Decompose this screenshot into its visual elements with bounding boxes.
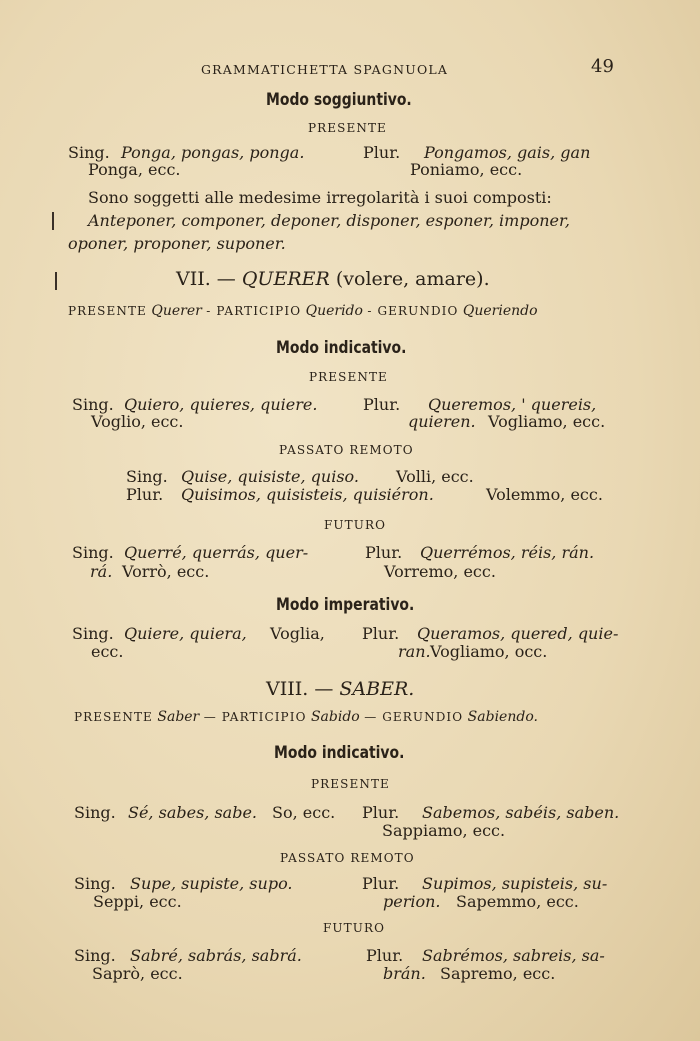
form-sing-cont: rá. (90, 562, 113, 581)
form-plur: Sabrémos, sabreis, sa- (422, 946, 605, 965)
subheading-presente: PRESENTE (311, 777, 390, 791)
label-sing: Sing. (74, 874, 116, 893)
label-sing: Sing. (74, 803, 116, 822)
subheading-futuro: FUTURO (323, 921, 386, 935)
form-plur: Supimos, supisteis, su- (422, 874, 608, 893)
translation-plur: Sapremo, ecc. (440, 964, 556, 983)
form-sing: Ponga, pongas, ponga. (121, 143, 305, 162)
translation-sing: Voglio, ecc. (91, 412, 184, 431)
label-plur: Plur. (366, 946, 404, 965)
translation-sing-cont: ecc. (91, 642, 124, 661)
translation-plur: Sapemmo, ecc. (456, 892, 579, 911)
label-sing: Sing. (126, 467, 168, 486)
form-sing: Sé, sabes, sabe. (128, 803, 257, 822)
form-plur-cont: quieren. (408, 412, 476, 431)
form-sing: Quiere, quiera, (124, 624, 247, 643)
section-title-saber: VIII. — SABER. (266, 678, 415, 700)
translation-plur: Vorremo, ecc. (384, 562, 496, 581)
form-plur: Pongamos, gais, gan (424, 143, 591, 162)
label-plur: Plur. (363, 143, 401, 162)
form-plur-cont: brán. (383, 964, 426, 983)
translation-sing: Volli, ecc. (396, 467, 474, 486)
label-plur: Plur. (362, 874, 400, 893)
translation-plur: Volemmo, ecc. (486, 485, 603, 504)
subheading-futuro: FUTURO (324, 518, 387, 532)
form-plur-cont: ran. (398, 642, 431, 661)
label-sing: Sing. (74, 946, 116, 965)
translation-sing: Vorrò, ecc. (122, 562, 210, 581)
form-plur: Querrémos, réis, rán. (420, 543, 595, 562)
label-plur: Plur. (362, 803, 400, 822)
verb-forms-line: PRESENTE Querer - PARTICIPIO Querido - GERUNDIO Queriendo (68, 303, 538, 319)
translation-sing: Saprò, ecc. (92, 964, 183, 983)
verb-forms-line: PRESENTE Saber — PARTICIPIO Sabido — GERUNDIO Sabiendo. (74, 709, 538, 725)
heading-modo-soggiuntivo: Modo soggiuntivo. (266, 90, 412, 110)
label-sing: Sing. (72, 395, 114, 414)
page-number: 49 (591, 56, 614, 77)
label-plur: Plur. (363, 395, 401, 414)
label-sing: Sing. (68, 143, 110, 162)
form-plur: Sabemos, sabéis, saben. (422, 803, 620, 822)
translation-plur: Poniamo, ecc. (410, 160, 523, 179)
subheading-presente: PRESENTE (309, 370, 388, 384)
label-plur: Plur. (126, 485, 164, 504)
paragraph-line: Anteponer, componer, deponer, disponer, esponer, imponer, (88, 211, 570, 230)
subheading-presente: PRESENTE (308, 121, 387, 135)
form-sing: Sabré, sabrás, sabrá. (130, 946, 302, 965)
running-title: GRAMMATICHETTA SPAGNUOLA (201, 62, 449, 77)
section-title-querer: VII. — QUERER (volere, amare). (176, 268, 490, 290)
form-plur: Queramos, quered, quie- (417, 624, 619, 643)
form-sing: Querré, querrás, quer- (124, 543, 309, 562)
translation-plur: Vogliamo, ecc. (488, 412, 606, 431)
subheading-passato-remoto: PASSATO REMOTO (280, 851, 415, 865)
label-sing: Sing. (72, 543, 114, 562)
paragraph-line: Sono soggetti alle medesime irregolarità i suoi composti: (88, 188, 552, 207)
form-sing: Supe, supiste, supo. (130, 874, 293, 893)
translation-sing: Seppi, ecc. (93, 892, 182, 911)
paragraph-line: oponer, proponer, suponer. (68, 234, 286, 253)
translation-sing: Ponga, ecc. (88, 160, 181, 179)
margin-mark (55, 272, 57, 290)
label-plur: Plur. (362, 624, 400, 643)
label-plur: Plur. (365, 543, 403, 562)
heading-modo-indicativo: Modo indicativo. (276, 338, 407, 358)
translation-plur: Sappiamo, ecc. (382, 821, 506, 840)
label-sing: Sing. (72, 624, 114, 643)
form-sing: Quise, quisiste, quiso. (181, 467, 359, 486)
margin-mark (52, 212, 54, 230)
form-plur: Queremos, ' quereis, (428, 395, 597, 414)
form-plur-cont: perion. (383, 892, 441, 911)
subheading-passato-remoto: PASSATO REMOTO (279, 443, 414, 457)
heading-modo-indicativo: Modo indicativo. (274, 743, 405, 763)
form-sing: Quiero, quieres, quiere. (124, 395, 318, 414)
heading-modo-imperativo: Modo imperativo. (276, 595, 415, 615)
translation-sing: Voglia, (270, 624, 325, 643)
translation-plur: Vogliamo, occ. (430, 642, 548, 661)
form-plur: Quisimos, quisisteis, quisiéron. (181, 485, 434, 504)
translation-sing: So, ecc. (272, 803, 336, 822)
